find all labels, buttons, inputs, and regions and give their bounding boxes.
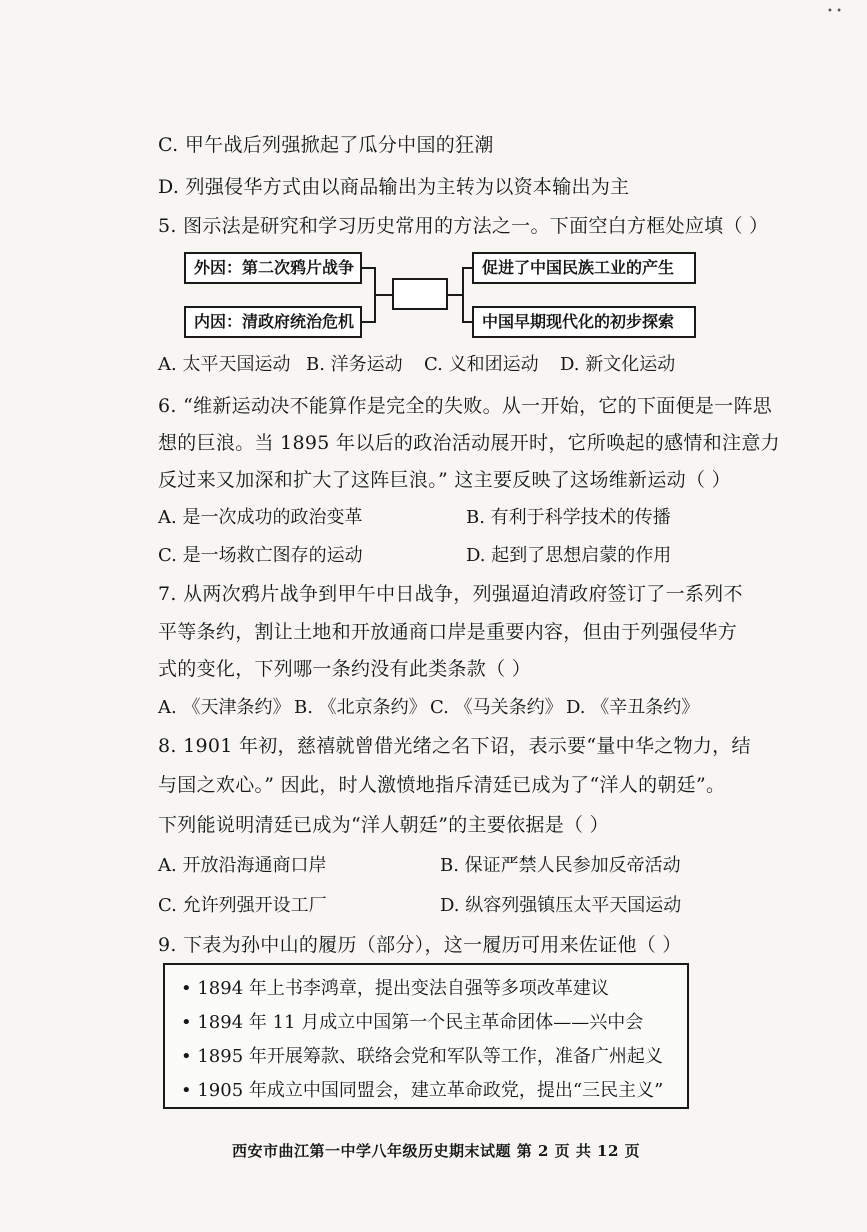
q7-options: [158, 695, 699, 721]
q6-option-c: C. 是一场救亡图存的运动: [158, 545, 363, 566]
blank-answer-box: [392, 278, 448, 310]
q8-stem-line-2: 与国之欢心。” 因此，时人激愤地指斥清廷已成为了“洋人的朝廷”。: [158, 774, 726, 796]
q5-option-b: B. 洋务运动: [306, 354, 403, 375]
q7-stem-line-2: 平等条约，割让土地和开放通商口岸是重要内容，但由于列强侵华方: [158, 621, 738, 643]
resume-item-3: • 1895 年开展筹款、联络会党和军队等工作，准备广州起义: [181, 1046, 663, 1067]
diagram-result-modernization: 中国早期现代化的初步探索: [472, 306, 696, 338]
q8-option-c: C. 允许列强开设工厂: [158, 895, 327, 916]
q7-stem-line-1: 7. 从两次鸦片战争到甲午中日战争，列强逼迫清政府签订了一系列不: [158, 583, 743, 605]
q7-option-d: D. 《辛丑条约》: [566, 697, 700, 718]
q5-option-d: D. 新文化运动: [560, 354, 676, 375]
diagram-external-cause: 外因：第二次鸦片战争: [184, 252, 362, 284]
q8-option-b: B. 保证严禁人民参加反帝活动: [440, 855, 681, 876]
q8-stem-line-1: 8. 1901 年初，慈禧就曾借光绪之名下诏，表示要“量中华之物力，结: [158, 735, 751, 757]
q8-option-d: D. 纵容列强镇压太平天国运动: [440, 895, 682, 916]
q4-option-d: D. 列强侵华方式由以商品输出为主转为以资本输出为主: [158, 176, 630, 198]
q7-stem-line-3: 式的变化，下列哪一条约没有此类条款（ ）: [158, 658, 532, 680]
q5-options: [158, 352, 675, 378]
resume-item-1: • 1894 年上书李鸿章，提出变法自强等多项改革建议: [181, 978, 609, 999]
q8-options-row-2: [158, 893, 681, 919]
page-footer: 西安市曲江第一中学八年级历史期末试题 第 2 页 共 12 页: [232, 1142, 641, 1160]
connector: [462, 321, 472, 323]
connector: [462, 267, 472, 269]
q5-stem: 5. 图示法是研究和学习历史常用的方法之一。下面空白方框处应填（ ）: [158, 215, 769, 237]
q4-option-c: C. 甲午战后列强掀起了瓜分中国的狂潮: [158, 134, 494, 156]
q6-stem-line-3: 反过来又加深和扩大了这阵巨浪。” 这主要反映了这场维新运动（ ）: [158, 469, 731, 491]
q7-option-c: C. 《马关条约》: [430, 697, 563, 718]
q9-stem: 9. 下表为孙中山的履历（部分），这一履历可用来佐证他（ ）: [158, 934, 682, 956]
q7-option-b: B. 《北京条约》: [294, 697, 427, 718]
connector: [374, 294, 392, 296]
q9-resume-table: [163, 963, 689, 1109]
scan-corner-mark: • •: [827, 6, 842, 17]
q7-option-a: A. 《天津条约》: [158, 697, 291, 718]
connector: [462, 267, 464, 323]
q6-option-d: D. 起到了思想启蒙的作用: [466, 545, 672, 566]
q6-stem-line-1: 6. “维新运动决不能算作是完全的失败。从一开始，它的下面便是一阵思: [158, 395, 773, 417]
q6-options-row-2: [158, 543, 671, 569]
q8-options-row-1: [158, 853, 681, 879]
q6-option-a: A. 是一次成功的政治变革: [158, 507, 363, 528]
resume-item-4: • 1905 年成立中国同盟会，建立革命政党，提出“三民主义”: [181, 1080, 664, 1101]
q6-stem-line-2: 想的巨浪。当 1895 年以后的政治活动展开时，它所唤起的感情和注意力: [158, 432, 780, 454]
q6-option-b: B. 有利于科学技术的传播: [466, 507, 671, 528]
resume-item-2: • 1894 年 11 月成立中国第一个民主革命团体——兴中会: [181, 1012, 644, 1033]
q5-option-c: C. 义和团运动: [424, 354, 539, 375]
q8-stem-line-3: 下列能说明清廷已成为“洋人朝廷”的主要依据是（ ）: [158, 814, 609, 836]
q8-option-a: A. 开放沿海通商口岸: [158, 855, 327, 876]
q5-diagram: [180, 248, 700, 338]
q5-option-a: A. 太平天国运动: [158, 354, 291, 375]
diagram-internal-cause: 内因：清政府统治危机: [184, 306, 362, 338]
diagram-result-industry: 促进了中国民族工业的产生: [472, 252, 696, 284]
q6-options-row-1: [158, 505, 671, 531]
